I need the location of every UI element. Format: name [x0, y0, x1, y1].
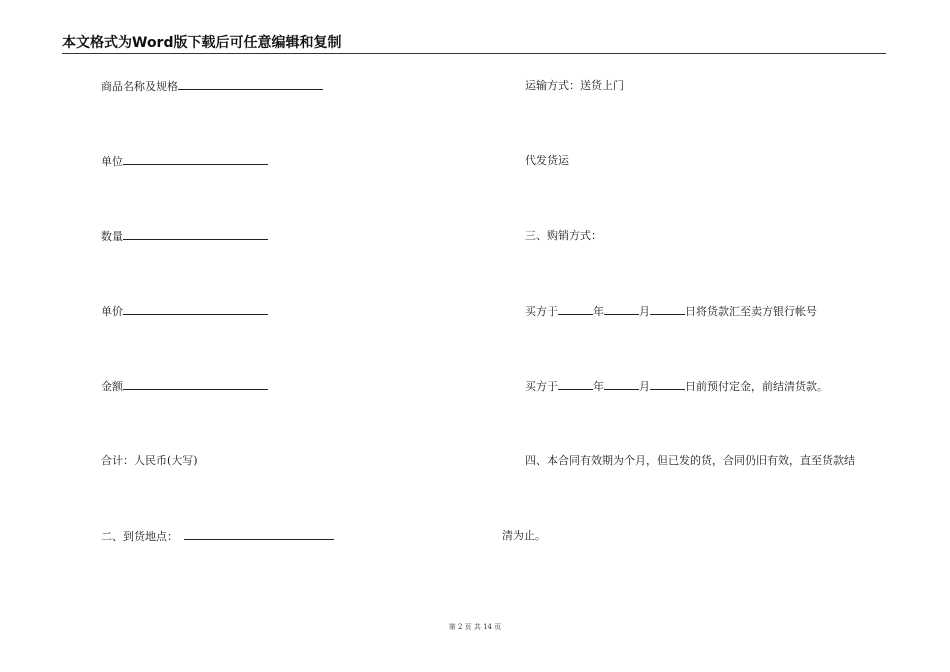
unit-price-label: 单价 — [101, 305, 123, 318]
payment-2-year: 年 — [593, 380, 604, 393]
delivery-place-label: 二、到货地点： — [101, 530, 178, 543]
amount-blank — [123, 379, 268, 390]
unit-price-line — [101, 304, 268, 319]
product-name-line — [101, 79, 323, 94]
payment-1-day-blank — [650, 304, 685, 315]
forwarding-label: 代发货运 — [525, 154, 569, 167]
page-number: 第 2 页 共 14 页 — [448, 623, 502, 631]
forwarding-line — [525, 154, 569, 168]
quantity-label: 数量 — [101, 230, 123, 243]
delivery-place-line — [101, 529, 334, 544]
total-line — [101, 454, 198, 468]
unit-blank — [123, 154, 268, 165]
payment-1-year-blank — [558, 304, 593, 315]
payment-1-suffix: 日将货款汇至卖方银行帐号 — [685, 305, 817, 318]
payment-2-month-blank — [604, 379, 639, 390]
total-label: 合计：人民币(大写) — [101, 454, 198, 467]
unit-label: 单位 — [101, 155, 123, 168]
unit-price-blank — [123, 304, 268, 315]
header-title: 本文格式为Word版下载后可任意编辑和复制 — [62, 35, 342, 51]
quantity-blank — [123, 229, 268, 240]
payment-line-2 — [525, 379, 828, 394]
unit-line — [101, 154, 268, 169]
page-footer — [0, 622, 950, 632]
sales-method-label: 三、购销方式： — [525, 229, 602, 242]
quantity-line — [101, 229, 268, 244]
product-name-blank — [178, 79, 323, 90]
product-name-label: 商品名称及规格 — [101, 80, 178, 93]
payment-2-prefix: 买方于 — [525, 380, 558, 393]
transport-line — [525, 79, 624, 93]
sales-method-line — [525, 229, 602, 243]
transport-label: 运输方式：送货上门 — [525, 79, 624, 92]
page-header — [62, 33, 886, 54]
validity-label: 四、本合同有效期为个月，但已发的货，合同仍旧有效，直至货款结 — [525, 454, 855, 467]
amount-label: 金额 — [101, 380, 123, 393]
amount-line — [101, 379, 268, 394]
payment-1-month: 月 — [639, 305, 650, 318]
validity-end-line — [502, 529, 546, 543]
payment-1-month-blank — [604, 304, 639, 315]
payment-1-prefix: 买方于 — [525, 305, 558, 318]
payment-line-1 — [525, 304, 817, 319]
payment-2-month: 月 — [639, 380, 650, 393]
validity-end: 清为止。 — [502, 529, 546, 542]
payment-2-year-blank — [558, 379, 593, 390]
payment-2-day-blank — [650, 379, 685, 390]
validity-line — [525, 454, 855, 468]
delivery-place-blank — [184, 529, 334, 540]
payment-1-year: 年 — [593, 305, 604, 318]
payment-2-suffix: 日前预付定金，前结清货款。 — [685, 380, 828, 393]
